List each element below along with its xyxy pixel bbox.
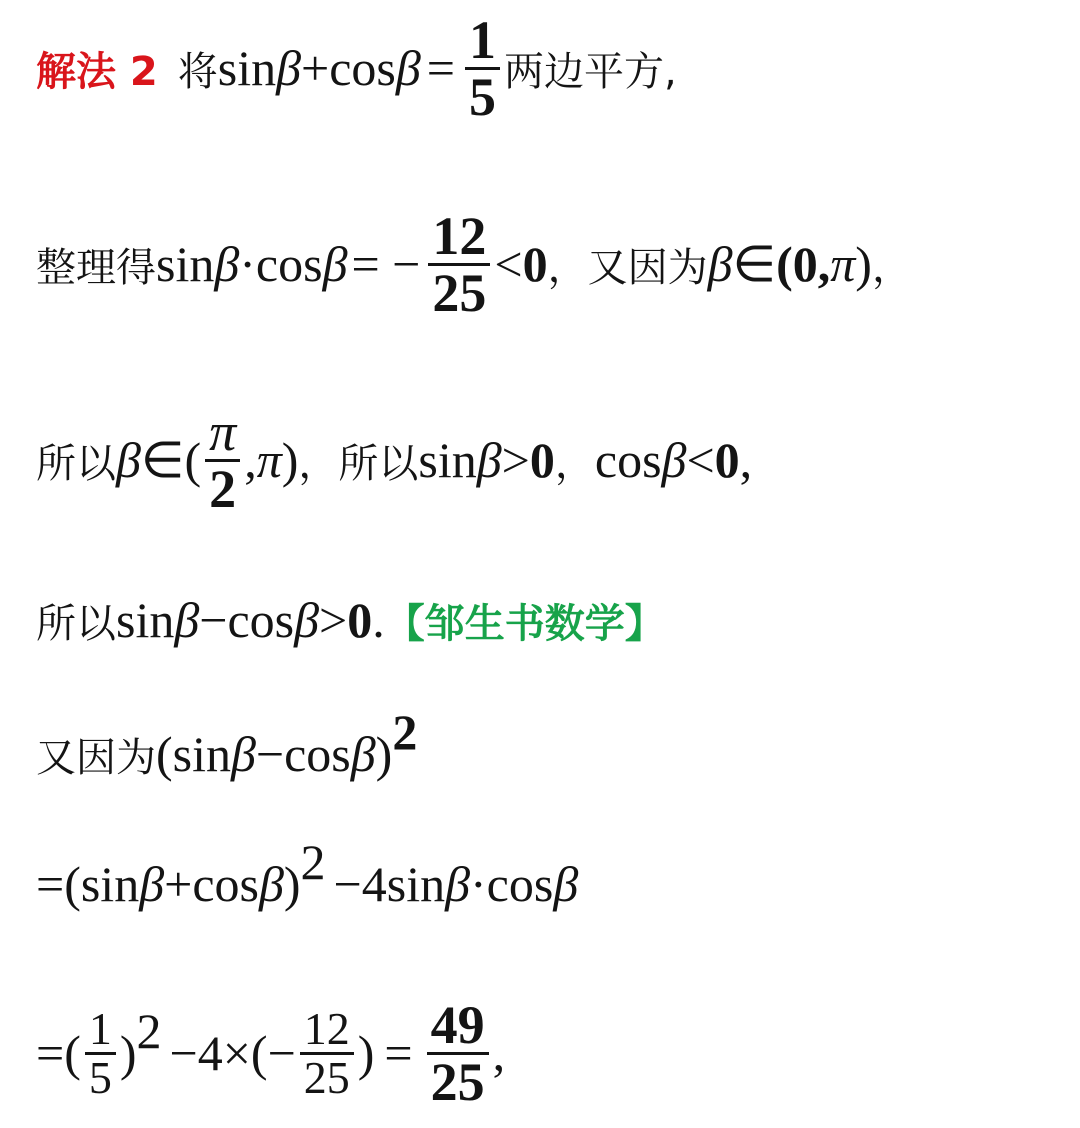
method-label: 解法 2 <box>36 48 158 95</box>
text: ，又因为 <box>547 244 708 291</box>
math-dot: · <box>239 236 256 292</box>
math-open: (sin <box>64 856 140 912</box>
fraction-numerator: 1 <box>469 9 496 70</box>
math-cos: cos <box>192 856 259 912</box>
math-cos: cos <box>227 592 295 648</box>
text: 整理得 <box>36 244 156 291</box>
math-close: ) <box>375 726 393 782</box>
math-zero: 0 <box>529 432 555 488</box>
math-cos: cos <box>486 856 554 912</box>
math-beta: β <box>350 726 376 782</box>
text: 所以 <box>36 600 116 647</box>
text: 两边平方, <box>504 48 677 95</box>
math-open: ( <box>64 1025 81 1081</box>
math-in: ∈ <box>732 236 777 292</box>
fraction <box>205 401 240 519</box>
math-exponent: 2 <box>136 1003 162 1059</box>
math-open: ( <box>184 432 202 488</box>
math-in: ∈ <box>140 432 185 488</box>
math-rel: < <box>494 236 523 292</box>
math-term: −4sin <box>333 856 446 912</box>
text: ， <box>554 440 595 487</box>
math-close: ) <box>119 1025 137 1081</box>
line-2 <box>36 204 1080 324</box>
math-minus: − <box>199 592 228 648</box>
math-exponent: 2 <box>392 704 418 760</box>
math-minus: − <box>255 726 285 782</box>
math-pi: π <box>256 432 282 488</box>
math-term: −4×(− <box>169 1025 296 1081</box>
fraction-denominator: 2 <box>205 459 240 516</box>
math-beta: β <box>445 856 470 912</box>
line-6 <box>36 824 1080 944</box>
math-beta: β <box>139 856 165 912</box>
math-zero: 0 <box>522 236 548 292</box>
math-beta: β <box>294 592 320 648</box>
math-beta: β <box>661 432 687 488</box>
fraction-denominator: 5 <box>465 67 500 124</box>
math-cos: cos <box>594 432 662 488</box>
math-comma: , <box>739 432 753 488</box>
math-zero: 0 <box>347 592 373 648</box>
math-sin: sin <box>217 40 277 96</box>
math-pi: π <box>830 236 856 292</box>
math-comma: , <box>492 1025 506 1081</box>
fraction-denominator: 25 <box>427 1052 489 1109</box>
math-dot: · <box>470 856 487 912</box>
math-lt: < <box>686 432 715 488</box>
text: ，所以 <box>298 440 419 487</box>
math-period: . <box>372 592 385 648</box>
fraction-denominator: 25 <box>300 1052 354 1101</box>
math-gt: > <box>319 592 348 648</box>
fraction-numerator: 12 <box>303 1002 350 1054</box>
fraction <box>85 1002 116 1103</box>
fraction-numerator: 1 <box>88 1002 112 1054</box>
fraction <box>465 9 500 127</box>
math-beta: β <box>276 40 302 96</box>
math-close: ) <box>855 236 872 292</box>
math-eq: = <box>36 856 65 912</box>
math-cos: cos <box>329 40 396 96</box>
fraction <box>428 205 490 323</box>
fraction-denominator: 25 <box>428 263 490 320</box>
math-cos: cos <box>255 236 323 292</box>
math-close: ) <box>281 432 299 488</box>
fraction-numerator: π <box>209 401 237 462</box>
math-sin: sin <box>156 236 215 292</box>
fraction-numerator: 12 <box>432 205 487 266</box>
fraction <box>300 1002 354 1103</box>
math-zero: 0 <box>714 432 740 488</box>
math-beta: β <box>214 236 240 292</box>
math-sin: sin <box>116 592 175 648</box>
math-close: ) <box>357 1025 375 1081</box>
line-5 <box>36 694 1080 814</box>
watermark-label: 【邹生书数学】 <box>384 600 665 647</box>
math-comma: , <box>244 432 257 488</box>
math-beta: β <box>174 592 200 648</box>
math-beta: β <box>116 432 141 488</box>
fraction-numerator: 49 <box>430 994 485 1055</box>
math-interval: (0, <box>776 236 831 292</box>
line-3 <box>36 400 1080 520</box>
fraction <box>427 994 489 1112</box>
math-beta: β <box>231 726 256 782</box>
text: 又因为 <box>36 734 156 781</box>
math-beta: β <box>322 236 348 292</box>
math-eq: = <box>384 1025 413 1081</box>
math-plus: + <box>164 856 193 912</box>
text: 将 <box>177 48 218 95</box>
math-beta: β <box>395 40 421 96</box>
math-close: ) <box>283 856 301 912</box>
line-7 <box>36 988 1080 1118</box>
math-eq: = − <box>351 236 421 292</box>
math-beta: β <box>258 856 284 912</box>
math-open: (sin <box>156 726 231 782</box>
math-eq: = <box>36 1025 65 1081</box>
math-beta: β <box>553 856 579 912</box>
text: 所以 <box>36 440 116 487</box>
math-exponent: 2 <box>300 834 326 890</box>
line-1 <box>36 8 1080 128</box>
math-beta: β <box>476 432 502 488</box>
line-4 <box>36 560 1080 680</box>
math-op: + <box>301 40 330 96</box>
math-beta: β <box>707 236 733 292</box>
math-cos: cos <box>284 726 351 782</box>
text: ， <box>871 244 912 291</box>
fraction-denominator: 5 <box>85 1052 116 1101</box>
math-gt: > <box>501 432 530 488</box>
math-sin: sin <box>418 432 477 488</box>
math-eq: = <box>426 40 455 96</box>
